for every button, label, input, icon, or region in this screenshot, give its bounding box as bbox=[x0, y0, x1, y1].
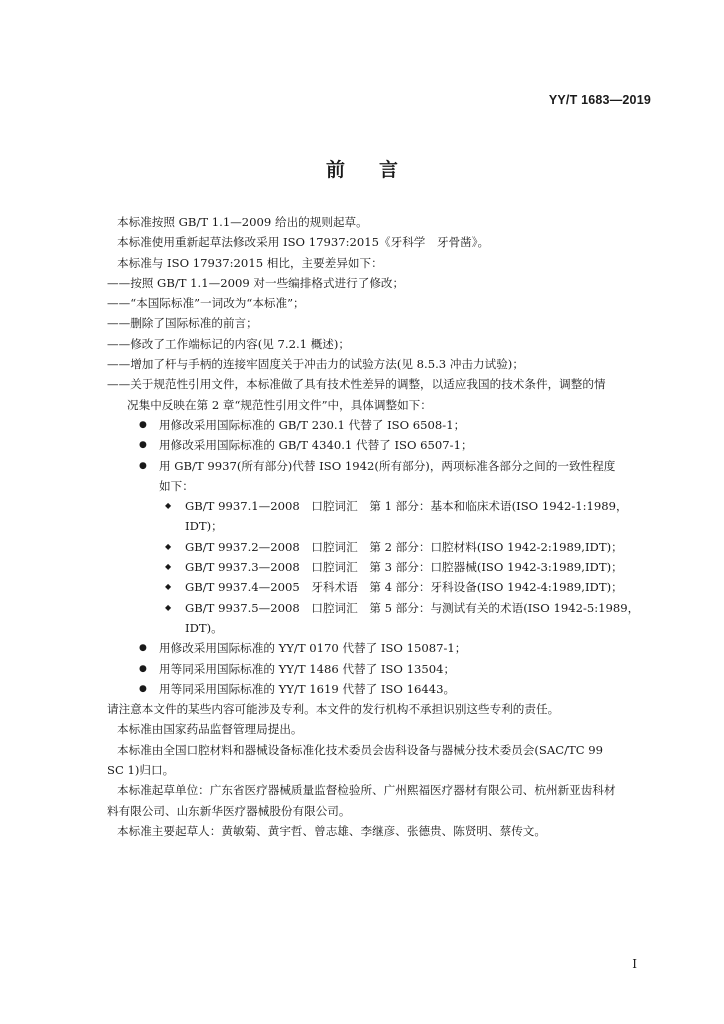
bullet-item: ● 用等同采用国际标准的 YY/T 1619 代替了 ISO 16443。 bbox=[139, 679, 657, 699]
dash-item: ——“本国际标准”一词改为“本标准”； bbox=[107, 296, 305, 311]
sub-bullet-item: ◆ GB/T 9937.2—2008 口腔词汇 第 2 部分：口腔材料(ISO 1942-2:1989,IDT)； bbox=[165, 537, 657, 557]
bullet-item-continuation: 如下： bbox=[159, 478, 194, 493]
text-line: 本标准使用重新起草法修改采用 ISO 17937:2015《牙科学 牙骨凿》。 bbox=[117, 235, 490, 250]
text-line: 本标准按照 GB/T 1.1—2009 给出的规则起草。 bbox=[117, 215, 368, 229]
sub-bullet-item: ◆ GB/T 9937.4—2005 牙科术语 第 4 部分：牙科设备(ISO 1942-4:1989,IDT)； bbox=[165, 577, 657, 597]
text-line: 本标准起草单位：广东省医疗器械质量监督检验所、广州熙福医疗器材有限公司、杭州新亚齿科材 bbox=[117, 783, 616, 798]
document-code: YY/T 1683—2019 bbox=[548, 93, 651, 107]
text-line: 本标准主要起草人：黄敏菊、黄宇哲、曾志雄、李继彦、张德贵、陈贤明、蔡传文。 bbox=[117, 823, 546, 838]
dash-item-continuation: 况集中反映在第 2 章“规范性引用文件”中，具体调整如下： bbox=[127, 397, 432, 412]
foreword-body bbox=[107, 212, 657, 841]
dash-item: ——关于规范性引用文件，本标准做了具有技术性差异的调整，以适应我国的技术条件，调整的情 bbox=[107, 377, 606, 392]
text-line: 本标准由国家药品监督管理局提出。 bbox=[117, 722, 303, 737]
page-number: I bbox=[632, 957, 637, 971]
sub-bullet-continuation: IDT)。 bbox=[185, 620, 223, 635]
page-title: 前言 bbox=[325, 159, 432, 181]
dash-item: ——删除了国际标准的前言； bbox=[107, 316, 258, 331]
sub-bullet-continuation: IDT)； bbox=[185, 519, 223, 534]
bullet-item: ● 用修改采用国际标准的 GB/T 230.1 代替了 ISO 6508-1； bbox=[139, 415, 657, 435]
bullet-item: ● 用等同采用国际标准的 YY/T 1486 代替了 ISO 13504； bbox=[139, 659, 657, 679]
text-line-continuation: 料有限公司、山东新华医疗器械股份有限公司。 bbox=[107, 803, 351, 818]
bullet-item: ● 用 GB/T 9937(所有部分)代替 ISO 1942(所有部分)，两项标准各部分之间的一致性程度 bbox=[139, 456, 657, 476]
dash-item: ——修改了工作端标记的内容(见 7.2.1 概述)； bbox=[107, 336, 351, 351]
bullet-item: ● 用修改采用国际标准的 GB/T 4340.1 代替了 ISO 6507-1； bbox=[139, 435, 657, 455]
sub-bullet-item: ◆ GB/T 9937.5—2008 口腔词汇 第 5 部分：与测试有关的术语(ISO 1942-5:1989， bbox=[165, 598, 657, 618]
bullet-item: ● 用修改采用国际标准的 YY/T 0170 代替了 ISO 15087-1； bbox=[139, 638, 657, 658]
dash-item: ——按照 GB/T 1.1—2009 对一些编排格式进行了修改； bbox=[107, 275, 405, 290]
text-line-continuation: SC 1)归口。 bbox=[107, 763, 175, 778]
text-line: 本标准由全国口腔材料和器械设备标准化技术委员会齿科设备与器械分技术委员会(SAC/TC 99 bbox=[117, 742, 604, 757]
dash-item: ——增加了杆与手柄的连接牢固度关于冲击力的试验方法(见 8.5.3 冲击力试验)； bbox=[107, 357, 524, 372]
sub-bullet-item: ◆ GB/T 9937.3—2008 口腔词汇 第 3 部分：口腔器械(ISO 1942-3:1989,IDT)； bbox=[165, 557, 657, 577]
sub-bullet-item: ◆ GB/T 9937.1—2008 口腔词汇 第 1 部分：基本和临床术语(ISO 1942-1:1989， bbox=[165, 496, 657, 516]
text-line: 请注意本文件的某些内容可能涉及专利。本文件的发行机构不承担识别这些专利的责任。 bbox=[107, 702, 560, 717]
text-line: 本标准与 ISO 17937:2015 相比，主要差异如下： bbox=[117, 255, 383, 270]
